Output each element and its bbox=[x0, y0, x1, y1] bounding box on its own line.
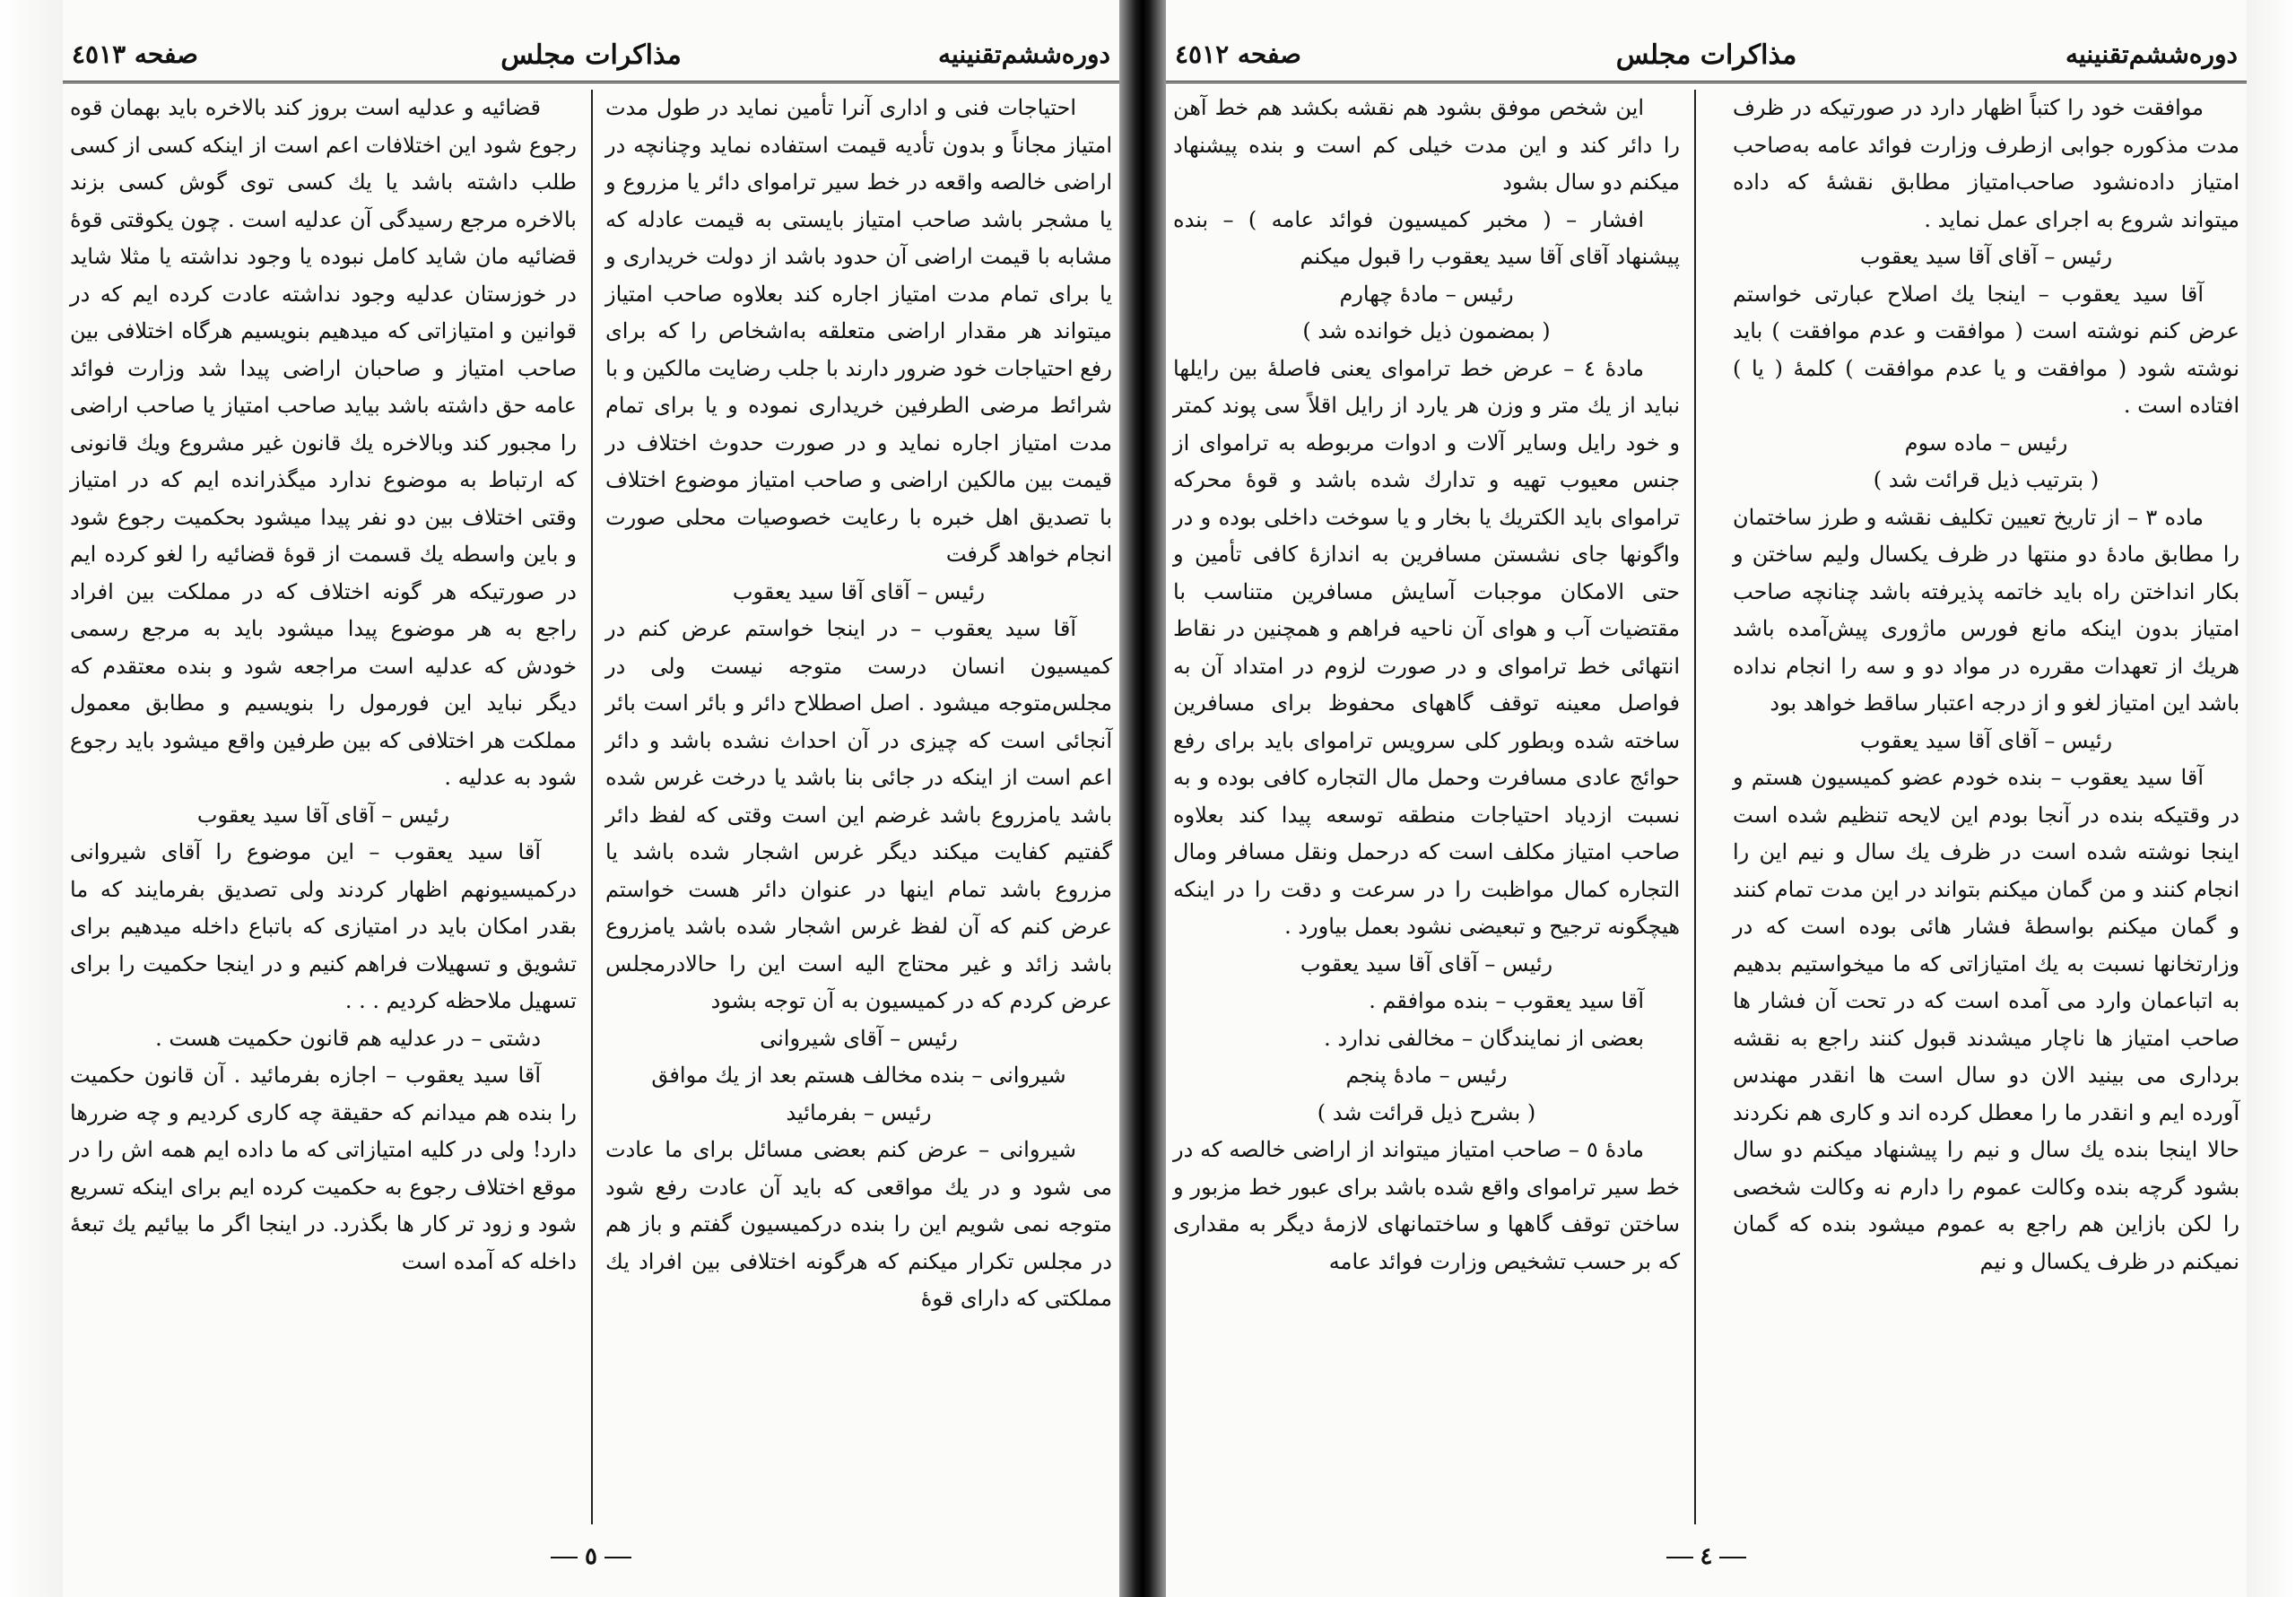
paragraph: قضائیه و عدلیه است بروز کند بالاخره باید بهمان قوه رجوع شود این اختلافات اعم است از اینکه کسی از کسی طلب داشته باشد یا یك کسی توی گوش کسی بزند بالاخره مرجع رسیدگی آن عدلیه است . چون یکوقتی قوهٔ قضائیه مان شاید کامل نبوده یا وجود نداشته یا مثلا شاید در خوزستان عدلیه وجود نداشته عادت کرده ایم که در قوانین و امتیازاتی که میدهیم بنویسیم هرگاه اختلافی بین صاحب امتیاز و صاحبان اراضی پیدا شد وزارت فوائد عامه حق داشته باشد بیاید صاحب امتیاز یا صاحب اراضی را مجبور کند وبالاخره یك قانون غیر مشروع ویك قانونی که ارتباط به موضوع ندارد میگذرانده ایم که در امتیاز وقتی اختلاف بین دو نفر پیدا میشود بحکمیت رجوع شود و باین واسطه یك قسمت از قوهٔ قضائیه را لغو کرده ایم در صورتیکه هر گونه اختلاف که در مملکت بین افراد راجع به هر موضوع پیدا میشود باید به مرجع رسمی خودش که عدلیه است مراجعه شود و بنده معتقدم که دیگر نباید این فورمول را بنویسیم و مطابق معمول مملکت هر اختلافی که بین طرفین واقع میشود باید رجوع شود به عدلیه . bbox=[70, 95, 577, 790]
speaker-line: رئیس – مادهٔ پنجم bbox=[1345, 1063, 1508, 1088]
paragraph: بعضی از نمایندگان – مخالفی ندارد . bbox=[1324, 1025, 1644, 1051]
speaker-line: ( بترتیب ذیل قرائت شد ) bbox=[1873, 467, 2100, 492]
column-divider bbox=[591, 90, 593, 1524]
page-title: مذاکرات مجلس bbox=[500, 39, 682, 71]
paragraph: آقا سید یعقوب – این موضوع را آقای شیروانی درکمیسیونهم اظهار کردند ولی تصدیق بفرمایند که ما بقدر امکان باید در امتیازی که باتباع داخله میدهیم برای تشویق و تسهیلات فراهم کنیم و در اینجا حکمیت را برای تسهیل ملاحظه کردیم . . . bbox=[70, 839, 577, 1013]
speaker-line: رئیس – آقای آقا سید یعقوب bbox=[196, 802, 450, 828]
speaker-line: رئیس – مادهٔ چهارم bbox=[1339, 281, 1514, 307]
paragraph: آقا سید یعقوب – اجازه بفرمائید . آن قانون حکمیت را بنده هم میدانم که حقیقة چه کاری کردیم و چه ضررها دارد! ولی در کلیه امتیازاتی که ما داده ایم همه اش را در موقع اختلاف رجوع به حکمیت کرده ایم برای اینکه تسریع شود و زود تر کار ها بگذرد. در اینجا اگر ما بیائیم یك تبعهٔ داخله که آمده است bbox=[70, 1063, 577, 1274]
paragraph: آقا سید یعقوب – اینجا یك اصلاح عبارتی خواستم عرض کنم نوشته است ( موافقت و عدم موافقت ) باید نوشته شود ( موافقت و یا عدم موافقت ) کلمهٔ ( یا ) افتاده است . bbox=[1733, 281, 2239, 418]
paragraph: مادهٔ ٤ – عرض خط تراموای یعنی فاصلهٔ بین رایلها نباید از یك متر و وزن هر یارد از رایل اقلاً سی پوند کمتر و خود رایل وساير آلات و ادوات مربوطه به تراموای از جنس معیوب تهیه و تدارك شده باشد و قوهٔ محرکه تراموای باید الکتریك یا بخار و یا سوخت داخلی بوده و در واگونها جای نشستن مسافرین به اندازهٔ کافی تأمین و حتی الامکان موجبات آسایش مسافرین متناسب با مقتضیات آب و هوای آن ناحیه فراهم و همچنین در نقاط انتهائی خط تراموای و در صورت لزوم در امتداد آن به فواصل معینه توقف گاههای محفوظ برای مسافرین ساخته شده وبطور کلی سرویس تراموای باید برای رفع حوائج عادی مسافرت وحمل مال التجاره کافی بوده و به نسبت ازدیاد احتیاجات منطقه توسعه پیدا کند بعلاوه صاحب امتیاز مکلف است که درحمل ونقل مسافر ومال التجاره کمال مواظبت را در سرعت و دقت را در اینکه هیچگونه ترجیح و تبعیضی نشود بعمل بیاورد . bbox=[1173, 355, 1680, 939]
page-number-label: صفحه ٤٥١٣ bbox=[72, 39, 198, 69]
paragraph: موافقت خود را کتباً اظهار دارد در صورتیکه در ظرف مدت مذکوره جوابی ازطرف وزارت فوائد عامه به‌صاحب امتیاز داده‌نشود صاحب‌امتیاز مطابق نقشهٔ که داده میتواند شروع به اجرای عمل نماید . bbox=[1733, 95, 2239, 232]
paragraph: احتیاجات فنی و اداری آنرا تأمین نماید در طول مدت امتیاز مجاناً و بدون تأدیه قیمت استفاده نماید وچنانچه در اراضی خالصه واقعه در خط سیر تراموای دائر یا مزروع و یا مشجر باشد صاحب امتیاز بایستی به قیمت عادله که مشابه با قیمت اراضی آن حدود باشد از دولت خریداری و یا برای تمام مدت امتیاز اجاره کند بعلاوه صاحب امتیاز میتواند هر مقدار اراضی متعلقه به‌اشخاص را که برای رفع احتیاجات خود ضرور دارند با جلب رضایت مالکین و با شرائط مرضی الطرفین خریداری نموده و یا برای تمام مدت امتیاز اجاره نماید و در صورت حدوث اختلاف در قیمت بین مالکین اراضی و صاحب امتیاز موضوع اختلاف با تصدیق اهل خبره با رعایت خصوصیات محلی صورت انجام خواهد گرفت bbox=[605, 95, 1113, 567]
paragraph: شیروانی – عرض کنم بعضی مسائل برای ما عادت می شود و در یك مواقعی که باید آن عادت رفع شود متوجه نمی شویم این را بنده درکمیسیون گفتم و باز هم در مجلس تکرار میکنم که هرگونه اختلافی بین افراد یك مملکتی که دارای قوهٔ bbox=[605, 1137, 1112, 1311]
page-edge-right bbox=[2247, 0, 2296, 1597]
speaker-line: رئیس – آقای شیروانی bbox=[760, 1025, 958, 1051]
paragraph: آقا سید یعقوب – در اینجا خواستم عرض کنم در کمیسیون انسان درست متوجه نیست ولی در مجلس‌متوجه میشود . اصل اصطلاح دائر و بائر است بائر آنجائی است که چیزی در آن احداث نشده باشد و دائر اعم است از اینکه در جائی بنا باشد یا درخت غرس شده باشد یامزروع باشد غرضم این است وقتی که لفظ دائر گفتیم کفایت میکند دیگر غرس اشجار شده باشد یا مزروع باشد تمام اینها در عنوان دائر هست خواستم عرض کنم که آن لفظ غرس اشجار شده باشد یامزروع باشد زائد و غیر محتاج الیه است این را حالادرمجلس عرض کردم که در کمیسیون به آن توجه بشود bbox=[605, 616, 1113, 1013]
speaker-line: ( بمضمون ذیل خوانده شد ) bbox=[1302, 318, 1551, 343]
speaker-line: رئیس – آقای آقا سید یعقوب bbox=[1300, 950, 1553, 976]
text-column-right bbox=[1733, 90, 2239, 1542]
session-label: دوره‌ششم‌تقنینیه bbox=[2065, 39, 2238, 69]
page-header bbox=[1166, 34, 2247, 83]
speaker-line: رئیس – آقای آقا سید یعقوب bbox=[1859, 244, 2113, 269]
speaker-line: رئیس – آقای آقا سید یعقوب bbox=[732, 578, 986, 604]
speaker-line: شیروانی – بنده مخالف هستم بعد از یك موافق bbox=[651, 1063, 1066, 1088]
page-4512 bbox=[1166, 0, 2247, 1597]
speaker-line: ( بشرح ذیل قرائت شد ) bbox=[1317, 1099, 1536, 1125]
paragraph: آقا سید یعقوب – بنده خودم عضو کمیسیون هستم و در وقتیکه بنده در آنجا بودم این لایحه تنظیم شده است اینجا نوشته شده است در ظرف یك سال و نیم این را انجام کنند و من گمان میکنم بتواند در این مدت تمام کنند و گمان میکنم بواسطهٔ فشار هائی بوده است که در وزارتخانها نسبت به یك امتیازاتی که ما میخواستیم بدهیم به اتباعمان وارد می آمده است که در تحت آن فشار ها صاحب امتیاز ها ناچار میشدند قبول کنند راجع به نقشه برداری می بینید الان دو سال است ها انقدر مهندس آورده ایم و انقدر ما را معطل کرده اند و کاری هم نکردند حالا اینجا بنده یك سال و نیم را پیشنهاد میکنم دو سال بشود گرچه بنده وکالت عموم را دارم نه وکالت شخصی را لکن بازاین هم راجع به عموم میشود بنده که گمان نمیکنم در ظرف یکسال و نیم bbox=[1733, 765, 2239, 1274]
paragraph: افشار – ( مخبر کمیسیون فوائد عامه ) – بنده پیشنهاد آقای آقا سید یعقوب را قبول میکنم bbox=[1173, 206, 1680, 269]
page-footer bbox=[1166, 1543, 2247, 1570]
footer-page-number: ٤ bbox=[1700, 1543, 1713, 1570]
session-label: دوره‌ششم‌تقنینیه bbox=[937, 39, 1110, 69]
page-4513 bbox=[63, 0, 1119, 1597]
speaker-line: رئیس – ماده سوم bbox=[1904, 430, 2068, 456]
paragraph: مادهٔ ٥ – صاحب امتیاز میتواند از اراضی خالصه که در خط سیر تراموای واقع شده باشد برای عبور خط مزبور و ساختن توقف گاهها و ساختمانهای لازمهٔ دیگر به مقداری که بر حسب تشخیص وزارت فوائد عامه bbox=[1173, 1137, 1680, 1274]
paragraph: دشتی – در عدلیه هم قانون حکمیت هست . bbox=[155, 1025, 541, 1051]
book-gutter bbox=[1119, 0, 1166, 1597]
page-footer bbox=[63, 1543, 1119, 1570]
paragraph: ماده ٣ – از تاریخ تعیین تکلیف نقشه و طرز ساختمان را مطابق مادهٔ دو منتها در ظرف یکسال ولیم ساختن و بکار انداختن راه باید خاتمه پذیرفته باشد چنانچه صاحب امتیاز بدون اینکه مانع فورس ماژوری پیش‌آمده باشد هریك از تعهدات مقرره در مواد دو و سه را انجام نداده باشد این امتیاز لغو و از درجه اعتبار ساقط خواهد بود bbox=[1733, 504, 2239, 716]
speaker-line: رئیس – بفرمائید bbox=[786, 1099, 932, 1125]
page-edge-left bbox=[0, 0, 63, 1597]
text-column-left bbox=[70, 90, 577, 1542]
text-column-right bbox=[605, 90, 1112, 1542]
page-title: مذاکرات مجلس bbox=[1615, 39, 1797, 71]
paragraph: آقا سید یعقوب – بنده موافقم . bbox=[1369, 988, 1644, 1013]
column-divider bbox=[1694, 90, 1696, 1524]
page-header bbox=[63, 34, 1119, 83]
paragraph: این شخص موفق بشود هم نقشه بکشد هم خط آهن را دائر کند و این مدت خیلی کم است و بنده پیشنهاد میکنم دو سال بشود bbox=[1173, 95, 1680, 195]
page-number-label: صفحه ٤٥١٢ bbox=[1175, 39, 1301, 69]
footer-page-number: ٥ bbox=[585, 1543, 597, 1570]
speaker-line: رئیس – آقای آقا سید یعقوب bbox=[1859, 727, 2113, 753]
text-column-left bbox=[1173, 90, 1680, 1542]
